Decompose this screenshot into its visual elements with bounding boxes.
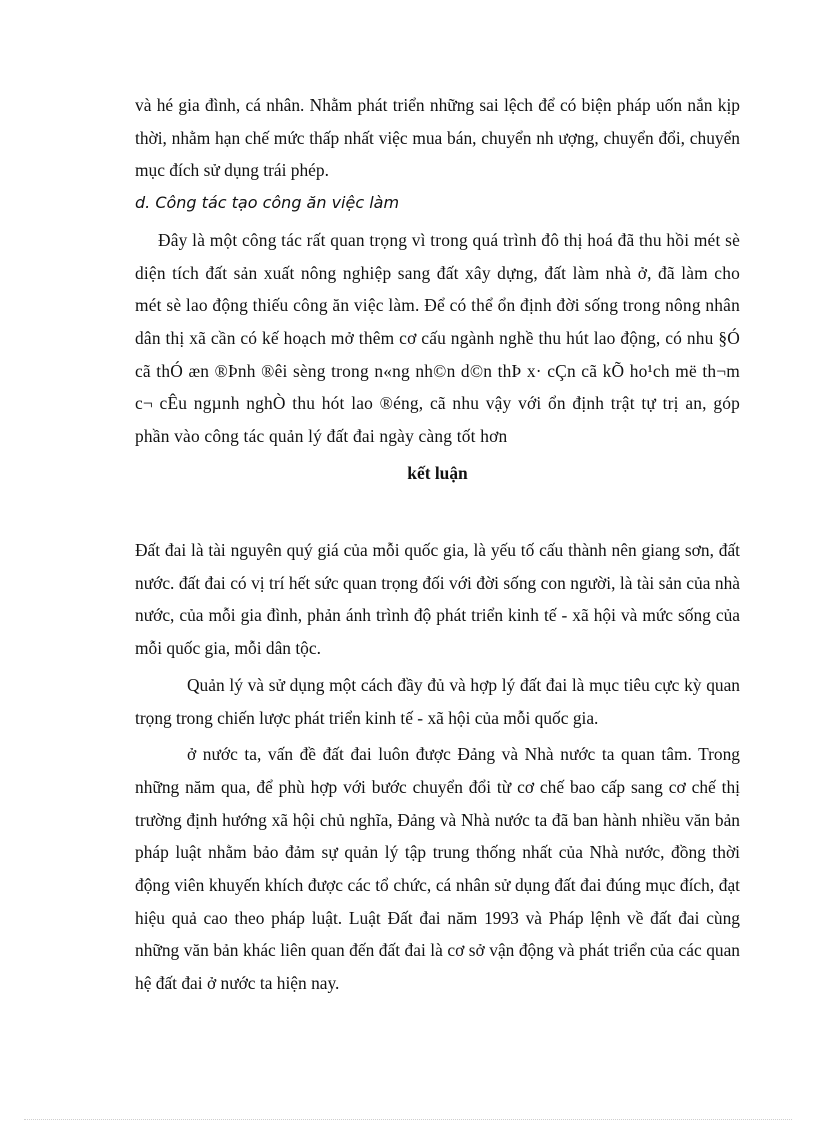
intro-section (135, 89, 740, 489)
conclusion-paragraph-1: Đất đai là tài nguyên quý giá của mỗi quốc gia, là yếu tố cấu thành nên giang sơn, đất nước. đất đai có vị trí hết sức quan trọng đối với đời sống con người, là tài sản của nhà nước, của mỗi gia đình, phản ánh trình độ phát triển kinh tế - xã hội và mức sống của mỗi quốc gia, mỗi dân tộc. (135, 540, 740, 659)
intro-paragraph-2: Đây là một công tác rất quan trọng vì trong quá trình đô thị hoá đã thu hồi mét sè diện tích đất sản xuất nông nghiệp sang đất xây dựng, đất làm nhà ở, đã làm cho mét sè lao động thiếu công ăn việc làm. Để có thể ổn định đời sống trong nông nhân dân thị xã cần có kế hoạch mở thêm cơ cấu ngành nghề thu hút lao động, có nhu §Ó cã thÓ æn ®Þnh ®êi sèng trong n«ng nh©n d©n thÞ x· cÇn cã kÕ ho¹ch më th¬m c¬ cÊu ngµnh nghÒ thu hót lao ®éng, cã nhu vậy với ổn định trật tự trị an, góp phần vào công tác quản lý đất đai ngày càng tốt hơn (135, 229, 740, 447)
conclusion-paragraph-3: ở nước ta, vấn đề đất đai luôn được Đảng và Nhà nước ta quan tâm. Trong những năm qua, để phù hợp với bước chuyển đổi từ cơ chế bao cấp sang cơ chế thị trường định hướng xã hội chủ nghĩa, Đảng và Nhà nước ta đã ban hành nhiều văn bản pháp luật nhằm bảo đảm sự quản lý tập trung thống nhất của Nhà nước, đồng thời động viên khuyến khích được các tổ chức, cá nhân sử dụng đất đai đúng mục đích, đạt hiệu quả cao theo pháp luật. Luật Đất đai năm 1993 và Pháp lệnh về đất đai cùng những văn bản khác liên quan đến đất đai là cơ sở vận động và phát triển của các quan hệ đất đai ở nước ta hiện nay. (135, 744, 740, 994)
section-title: d. Công tác tạo công ăn việc làm (135, 193, 400, 213)
conclusion-paragraph-2: Quản lý và sử dụng một cách đầy đủ và hợp lý đất đai là mục tiêu cực kỳ quan trọng trong chiến lược phát triển kinh tế - xã hội của mỗi quốc gia. (135, 674, 740, 728)
intro-paragraph-1: và hé gia đình, cá nhân. Nhằm phát triển những sai lệch để có biện pháp uốn nắn kịp thời, nhằm hạn chế mức thấp nhất việc mua bán, chuyển nh ượng, chuyển đổi, chuyển mục đích sử dụng trái phép. (135, 95, 740, 181)
conclusion-section (135, 534, 740, 1000)
conclusion-heading: kết luận (407, 462, 468, 483)
page-bottom-border (24, 1119, 792, 1120)
